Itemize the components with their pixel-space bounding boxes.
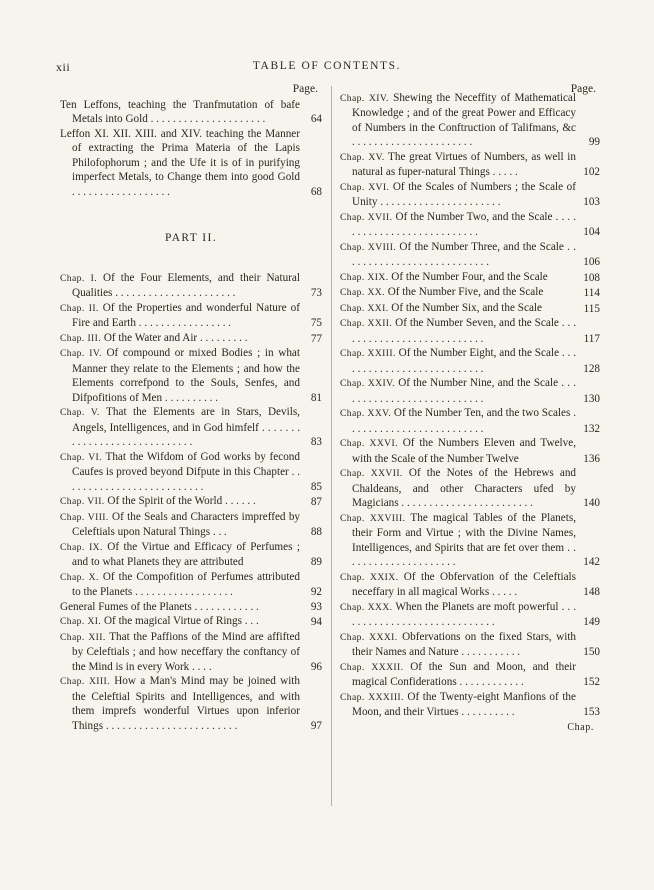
toc-entry	[340, 630, 600, 660]
entry-page-number: 75	[310, 317, 322, 329]
left-top-entries	[60, 98, 322, 200]
entry-title: Of the Number Six, and the Scale	[391, 301, 542, 314]
entry-page-number: 64	[310, 113, 322, 125]
toc-entry	[340, 511, 600, 570]
entry-title: Of the Compofition of Perfumes attributed to the Planets . . . . . . . . . . . . . . . . . .	[72, 570, 300, 598]
chapter-label: Chap. XXXIII.	[340, 691, 404, 703]
entry-title: Of the Number Five, and the Scale	[387, 286, 544, 298]
entry-title: Of the Obfervation of the Celeftials neceffary in all magical Works . . . . .	[352, 570, 577, 598]
entry-page-number: 117	[583, 332, 600, 345]
chapter-label: Chap. III.	[60, 332, 102, 344]
running-title: TABLE OF CONTENTS.	[252, 60, 402, 72]
entry-title: Of the Numbers Eleven and Twelve, with the Scale of the Number Twelve	[352, 437, 576, 465]
entry-page-number: 81	[310, 391, 322, 404]
toc-entry	[340, 316, 600, 346]
toc-entry	[340, 466, 600, 511]
entry-page-number: 128	[583, 362, 600, 375]
toc-entry	[60, 674, 322, 733]
entry-page-number: 149	[583, 616, 600, 628]
entry-page-number: 104	[583, 226, 600, 238]
toc-entry	[60, 450, 322, 495]
entry-page-number: 140	[583, 497, 600, 509]
entry-page-number: 88	[310, 526, 322, 538]
toc-entry	[60, 98, 322, 127]
entry-page-number: 96	[310, 660, 322, 673]
entry-title: That the Elements are in Stars, Devils, Angels, Intelligences, and in God himfelf . . . . . . . . . . . . . . . . . . . . . . . . . . . . .	[72, 406, 300, 448]
toc-entry	[340, 690, 600, 720]
chapter-label: Chap. II.	[60, 302, 99, 314]
chapter-label: Chap. XXII.	[340, 318, 393, 329]
chapter-label: Chap. IV.	[60, 348, 102, 359]
entry-title: Of the Number Seven, and the Scale . . . . . . . . . . . . . . . . . . . . . . . . . . .	[352, 317, 577, 345]
toc-entry	[340, 406, 600, 436]
entry-title: That the Wifdom of God works by fecond Caufes is proved beyond Difpute in this Chapter . . . . . . . . . . . . . . . . . . . . . . . . . .	[72, 450, 300, 493]
toc-entry	[60, 510, 322, 540]
chapter-label: Chap. XVIII.	[340, 241, 397, 253]
column-divider	[331, 86, 332, 806]
toc-entry	[60, 127, 322, 200]
chapter-label: Chap. XVI.	[340, 181, 390, 193]
entry-page-number: 106	[583, 256, 600, 268]
page-column-label-right: Page.	[570, 83, 596, 95]
entry-page-number: 85	[310, 480, 322, 493]
chapter-label: Chap. XXVII.	[340, 468, 403, 479]
chapter-label: Chap. XXV.	[340, 408, 392, 419]
entry-page-number: 97	[310, 719, 322, 732]
chapter-label: Chap. XXIII.	[340, 348, 396, 359]
toc-entry	[60, 600, 322, 615]
toc-entry	[340, 210, 600, 240]
toc-entry	[60, 614, 322, 630]
chapter-label: Chap. XXXI.	[340, 631, 398, 643]
chapter-label: Chap. XXX.	[340, 601, 393, 613]
chapter-label: Chap. X.	[60, 571, 99, 583]
entry-title: Of the Four Elements, and their Natural Qualities . . . . . . . . . . . . . . . . . . . . . .	[72, 271, 300, 299]
chapter-label: Chap. XV.	[340, 151, 385, 163]
toc-entry	[60, 630, 322, 675]
entry-title: Obfervations on the fixed Stars, with their Names and Nature . . . . . . . . . . .	[352, 630, 577, 658]
entry-page-number: 136	[583, 452, 600, 465]
entry-title: Of the Number Two, and the Scale . . . . . . . . . . . . . . . . . . . . . . . . . . .	[352, 210, 577, 238]
chapter-label: Chap. XVII.	[340, 211, 393, 223]
toc-entry	[340, 376, 600, 406]
entry-title: Of the Number Eight, and the Scale . . . . . . . . . . . . . . . . . . . . . . . . . . .	[352, 347, 577, 375]
toc-entry	[340, 436, 600, 466]
chapter-label: Chap. XIX.	[340, 271, 389, 283]
catchword: Chap.	[567, 721, 594, 733]
chapter-label: Chap. XI.	[60, 616, 102, 627]
entry-page-number: 114	[583, 287, 600, 299]
entry-page-number: 73	[310, 287, 322, 299]
entry-page-number: 115	[583, 302, 600, 315]
entry-title: Of the Virtue and Efficacy of Perfumes ; and to what Planets they are attributed	[72, 540, 300, 568]
toc-entry	[340, 180, 600, 210]
toc-entry	[340, 570, 600, 600]
entry-page-number: 92	[310, 586, 322, 598]
entry-page-number: 89	[310, 556, 322, 568]
chapter-label: Chap. XXVIII.	[340, 512, 406, 524]
entry-page-number: 94	[310, 616, 322, 628]
toc-entry	[60, 570, 322, 600]
chapter-label: Chap. I.	[60, 272, 98, 284]
entry-page-number: 148	[583, 586, 600, 598]
entry-title: Of the magical Virtue of Rings . . .	[103, 615, 259, 627]
entry-page-number: 142	[583, 556, 600, 568]
entry-title: Of the Twenty-eight Manfions of the Moon, and their Virtues . . . . . . . . . .	[352, 690, 576, 718]
chapter-label: Chap. IX.	[60, 541, 103, 553]
toc-entry	[340, 660, 600, 690]
page-column-label: Page.	[292, 83, 318, 95]
toc-entry	[340, 285, 600, 301]
chapter-label: Chap. V.	[60, 407, 100, 418]
toc-entry	[340, 240, 600, 270]
entry-page-number: 150	[583, 646, 600, 658]
toc-entry	[60, 494, 322, 510]
entry-title: When the Planets are moft powerful . . . . . . . . . . . . . . . . . . . . . . . . . . . . .	[352, 600, 576, 628]
chapter-label: Chap. XXI.	[340, 302, 389, 314]
entry-page-number: 99	[588, 136, 600, 148]
toc-entry	[340, 600, 600, 630]
page-number: xii	[56, 60, 71, 74]
chapter-label: Chap. VI.	[60, 451, 102, 463]
entry-title: The great Virtues of Numbers, as well in natural as fuper-natural Things . . . . .	[352, 150, 576, 178]
chapter-label: Chap. VII.	[60, 496, 105, 507]
entry-title: Of the Sun and Moon, and their magical Confiderations . . . . . . . . . . . .	[352, 660, 577, 688]
entry-page-number: 108	[583, 271, 600, 284]
right-chapter-entries	[340, 91, 600, 720]
toc-entry	[340, 301, 600, 317]
entry-title: General Fumes of the Planets . . . . . . . . . . . .	[60, 600, 259, 613]
toc-entry	[60, 540, 322, 570]
entry-title: Of the Scales of Numbers ; the Scale of Unity . . . . . . . . . . . . . . . . . . . . . .	[352, 180, 576, 208]
entry-page-number: 77	[310, 332, 322, 345]
chapter-label: Chap. XXVI.	[340, 438, 398, 449]
toc-entry	[340, 150, 600, 180]
entry-page-number: 83	[310, 436, 322, 448]
part-title: PART II.	[164, 232, 218, 244]
entry-page-number: 132	[583, 422, 600, 435]
entry-page-number: 68	[310, 185, 322, 198]
entry-title: Shewing the Neceffity of Mathematical Knowledge ; and of the great Power and Efficacy of Numbers in the Conftruction of Talifmans, &c . . . . . . . . . . . . . . . . . . . . . .	[352, 91, 577, 148]
entry-page-number: 152	[583, 676, 600, 688]
entry-title: That the Paffions of the Mind are affifted by Celeftials ; and how neceffary the conftancy of the Mind is in every Work . . . .	[72, 630, 301, 673]
chapter-label: Chap. XXXII.	[340, 661, 404, 673]
entry-title: Of the Number Four, and the Scale	[391, 270, 548, 283]
toc-entry	[340, 346, 600, 376]
toc-entry	[340, 91, 600, 150]
toc-entry	[60, 405, 322, 450]
entry-page-number: 93	[310, 600, 322, 613]
entry-page-number: 102	[583, 166, 600, 178]
chapter-label: Chap. XXIV.	[340, 378, 395, 389]
entry-title: Of the Number Three, and the Scale . . . . . . . . . . . . . . . . . . . . . . . . . . .	[352, 240, 576, 268]
entry-title: Of the Number Ten, and the two Scales . . . . . . . . . . . . . . . . . . . . . . . . .	[352, 407, 576, 435]
entry-page-number: 153	[583, 706, 600, 718]
entry-title: Ten Leffons, teaching the Tranfmutation of bafe Metals into Gold . . . . . . . . . . . . . . . . . . . . .	[60, 98, 300, 125]
entry-page-number: 87	[310, 496, 322, 508]
left-chapter-entries	[60, 271, 322, 734]
entry-page-number: 130	[583, 392, 600, 405]
toc-entry	[60, 331, 322, 347]
entry-page-number: 103	[583, 196, 600, 208]
chapter-label: Chap. XII.	[60, 631, 106, 643]
entry-title: Of the Water and Air . . . . . . . . .	[103, 331, 248, 344]
toc-entry	[340, 270, 600, 286]
right-column	[340, 82, 600, 735]
chapter-label: Chap. VIII.	[60, 511, 109, 523]
entry-title: The magical Tables of the Planets, their Form and Virtue ; with the Divine Names, Intelligences, and Spirits that are fet over them . . . . . . . . . . . . . . . . . . . . .	[352, 511, 577, 568]
chapter-label: Chap. XX.	[340, 287, 385, 298]
chapter-label: Chap. XXIX.	[340, 571, 399, 583]
chapter-label: Chap. XIII.	[60, 676, 110, 687]
chapter-label: Chap. XIV.	[340, 92, 389, 104]
entry-title: Leffon XI. XII. XIII. and XIV. teaching the Manner of extracting the Prima Materia of the Lapis Philofophorum ; and the Ufe it is of in purifying imperfect Metals, to Change them into good Gold . . . . . . . . . . . . . . . . . .	[60, 127, 300, 198]
entry-title: Of the Seals and Characters impreffed by Celeftials upon Natural Things . . .	[72, 510, 301, 538]
left-column	[60, 82, 322, 733]
entry-title: Of the Properties and wonderful Nature of Fire and Earth . . . . . . . . . . . . . . . . .	[72, 301, 300, 329]
toc-entry	[60, 346, 322, 405]
entry-title: Of the Spirit of the World . . . . . .	[107, 495, 256, 507]
toc-entry	[60, 271, 322, 301]
toc-entry	[60, 301, 322, 331]
entry-title: Of compound or mixed Bodies ; in what Manner they relate to the Elements ; and how the Elements correfpond to the Souls, Senfes, and Difpofitions of Men . . . . . . . . . .	[72, 347, 300, 404]
entry-title: How a Man's Mind may be joined with the Celeftial Spirits and Intelligences, and with them imprefs wonderful Virtues upon inferior Things . . . . . . . . . . . . . . . . . . . . . . . .	[72, 675, 301, 732]
entry-title: Of the Number Nine, and the Scale . . . . . . . . . . . . . . . . . . . . . . . . . . .	[352, 377, 577, 405]
entry-title: Of the Notes of the Hebrews and Chaldeans, and other Characters ufed by Magicians . . . . . . . . . . . . . . . . . . . . . . . .	[352, 467, 577, 509]
